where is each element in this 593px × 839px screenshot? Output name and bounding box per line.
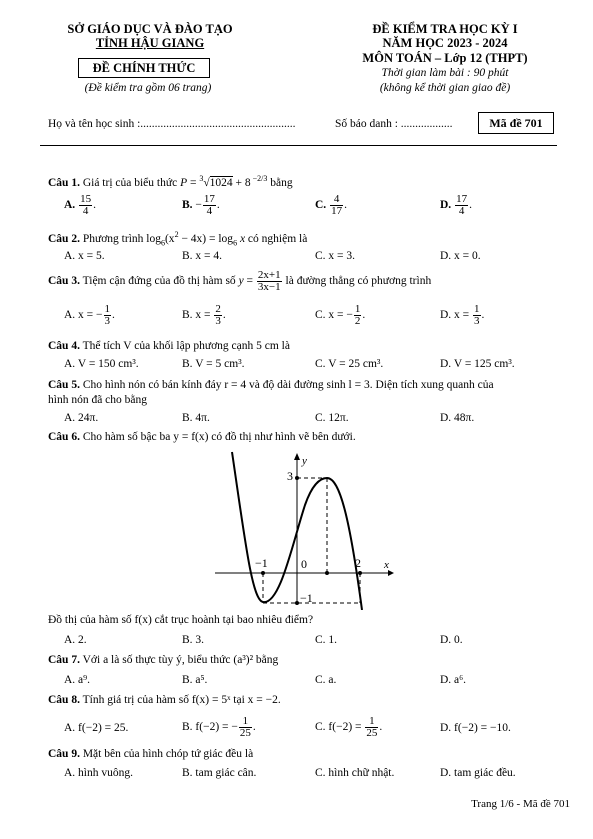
q7-option-b: B. a⁵. [182,674,208,686]
y-axis-label: y [302,455,307,467]
exam-title: ĐỀ KIỂM TRA HỌC KỲ I [372,22,518,36]
subject-line: MÔN TOÁN – Lớp 12 (THPT) [362,51,528,65]
q1-option-a: A. $\frac{15}{4}$ . [64,193,96,217]
q9-option-a: A. hình vuông. [64,767,133,779]
page-footer: Trang 1/6 - Mã đề 701 [471,798,570,810]
question-4: Câu 4. Thể tích V của khối lập phương cạnh 5 cm là [48,340,290,352]
q6-option-d: D. 0. [440,634,463,646]
q7-option-d: D. a⁶. [440,674,467,686]
time-line: Thời gian làm bài : 90 phút [381,67,509,79]
tick-x-minus1: −1 [255,556,268,570]
exam-code-box: Mã đề 701 [478,112,554,134]
q1-option-b: B. − $\frac{17}{4}$ . [182,193,220,217]
official-badge: ĐỀ CHÍNH THỨC [78,58,210,78]
q1-option-c: C. $\frac{4}{17}$ . [315,193,347,217]
province-name: TỈNH HẬU GIANG [95,36,205,50]
q4-option-b: B. V = 5 cm³. [182,358,245,370]
q9-option-d: D. tam giác đều. [440,767,516,779]
x-axis-label: x [384,559,389,571]
question-8: Câu 8. Tính giá trị của hàm số f(x) = 5ˣ tại x = −2. [48,694,281,706]
q5-option-a: A. 24π. [64,412,99,424]
x-axis-arrow [388,570,394,576]
question-5: Câu 5. Cho hình nón có bán kính đáy r = 4 và độ dài đường sinh l = 3. Diện tích xung quanh của [48,379,494,391]
school-year: NĂM HỌC 2023 - 2024 [382,36,508,50]
q6-option-c: C. 1. [315,634,338,646]
q2-option-c: C. x = 3. [315,250,356,262]
q5-option-c: C. 12π. [315,412,349,424]
q4-option-c: C. V = 25 cm³. [315,358,384,370]
q1-expression: P = $^3$√1024 + 8 $^{-2/3}$ [180,174,268,189]
q9-option-b: B. tam giác cân. [182,767,257,779]
q2-option-b: B. x = 4. [182,250,223,262]
q8-option-c: C. f(−2) = $\frac{1}{25}$ . [315,715,383,739]
student-id-field: Số báo danh : .................. [335,118,453,130]
y-axis-arrow [294,453,300,460]
q8-option-a: A. f(−2) = 25. [64,722,129,734]
q2-equation: $\log_6(x^2 - 4x) = \log_6 x$ [146,230,246,248]
pages-note: (Đề kiểm tra gồm 06 trang) [84,82,212,94]
q3-option-a: A. x = − $\frac{1}{3}$ . [64,303,115,327]
tick-y-minus1: −1 [300,591,313,605]
tick-y-3: 3 [287,469,293,483]
q3-option-d: D. x = $\frac{1}{3}$ . [440,303,485,327]
header-divider [40,145,557,146]
student-name-field: Họ và tên học sinh :...................................................... [48,118,296,130]
question-2: Câu 2. Phương trình $\log_6(x^2 - 4x) = \log_6 x$ có nghiệm là [48,230,308,248]
question-6: Câu 6. Cho hàm số bậc ba y = f(x) có đồ thị như hình vẽ bên dưới. [48,431,356,443]
cubic-function-graph [200,450,400,610]
q7-option-a: A. a⁹. [64,674,91,686]
q4-option-d: D. V = 125 cm³. [440,358,515,370]
q9-option-c: C. hình chữ nhật. [315,767,395,779]
q1-option-d: D. $\frac{17}{4}$ . [440,193,472,217]
q5-option-d: D. 48π. [440,412,475,424]
q8-option-d: D. f(−2) = −10. [440,722,511,734]
q6-option-a: A. 2. [64,634,87,646]
question-1: Câu 1. Giá trị của biểu thức P = $^3$√1024 + 8 $^{-2/3}$ bằng [48,174,293,189]
q2-option-a: A. x = 5. [64,250,105,262]
department-name: SỞ GIÁO DỤC VÀ ĐÀO TẠO [67,22,233,36]
q3-option-b: B. x = $\frac{2}{3}$ . [182,303,226,327]
q3-option-c: C. x = − $\frac{1}{2}$ . [315,303,366,327]
q7-option-c: C. a. [315,674,337,686]
question-3: Câu 3. Tiệm cận đứng của đồ thị hàm số y = $\frac{2x+1}{3x-1}$ là đường thẳng có phương trình [48,269,432,293]
tick-x-2: 2 [355,556,361,570]
question-5-cont: hình nón đã cho bằng [48,394,148,406]
q8-option-b: B. f(−2) = − $\frac{1}{25}$ . [182,715,256,739]
q4-option-a: A. V = 150 cm³. [64,358,139,370]
q6-option-b: B. 3. [182,634,205,646]
q5-option-b: B. 4π. [182,412,210,424]
question-9: Câu 9. Mặt bên của hình chóp tứ giác đều là [48,748,254,760]
q2-option-d: D. x = 0. [440,250,481,262]
time-note: (không kể thời gian giao đề) [379,82,511,94]
question-7: Câu 7. Với a là số thực tùy ý, biểu thức (a³)² bằng [48,654,279,666]
question-6-sub: Đồ thị của hàm số f(x) cắt trục hoành tại bao nhiêu điểm? [48,614,314,626]
origin-label: 0 [301,557,307,571]
